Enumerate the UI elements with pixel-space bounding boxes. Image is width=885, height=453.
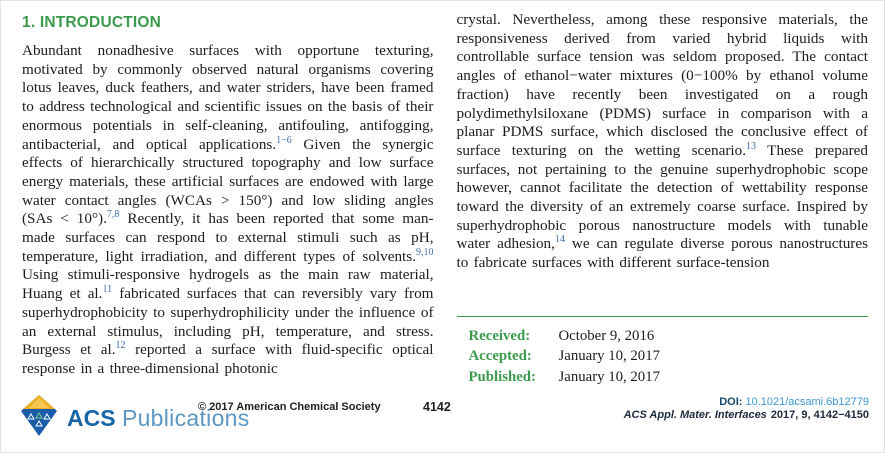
doi-link[interactable]: 10.1021/acsami.6b12779 <box>745 396 869 408</box>
left-column <box>22 11 434 387</box>
journal-name: ACS Appl. Mater. Interfaces <box>623 409 767 421</box>
history-row-published <box>469 367 869 388</box>
page-number: 4142 <box>423 400 451 414</box>
intro-paragraph-left <box>22 42 434 379</box>
journal-citation-line <box>624 409 869 422</box>
published-date: January 10, 2017 <box>558 368 661 385</box>
body-text-segment: reported a surface with fluid-specific optical response in a three-dimensional photonic <box>22 341 434 377</box>
body-text-segment: Given the synergic effects of hierarchically structured topography and low surface energy materials, these artificial surfaces are endowed with large water contact angles (WCAs > 150°) and low sliding angles (SAs < 10°). <box>22 135 434 228</box>
citation-ref-12[interactable]: 12 <box>115 340 126 352</box>
accepted-date: January 10, 2017 <box>558 348 661 364</box>
citation-ref-7-8[interactable]: 7,8 <box>106 209 120 221</box>
doi-citation-block <box>624 396 869 422</box>
body-text-segment: we can regulate diverse porous nanostructures to fabricate surfaces with different surface-tension <box>456 235 868 272</box>
column-spacer <box>457 273 869 304</box>
citation-volume-pages: 2017, 9, 4142−4150 <box>770 409 869 421</box>
two-column-layout <box>1 1 884 387</box>
citation-ref-1-6[interactable]: 1−6 <box>276 134 292 146</box>
history-row-accepted <box>469 346 869 367</box>
brand-publications-text: Publications <box>121 404 250 431</box>
citation-ref-13[interactable]: 13 <box>746 140 757 152</box>
doi-label: DOI: <box>719 396 743 408</box>
copyright-notice: © 2017 American Chemical Society <box>198 401 381 413</box>
body-text-segment: Using stimuli-responsive hydrogels as the main raw material, Huang et al. <box>22 266 434 303</box>
accepted-label: Accepted: <box>468 348 532 364</box>
history-row-received <box>469 326 869 347</box>
brand-acs-text: ACS <box>67 404 116 431</box>
acs-diamond-logo-icon <box>19 394 59 442</box>
body-text-segment: These prepared surfaces, not pertaining to the genuine superhydrophobic scope however, cannot facilitate the detection of wettability response toward the diversity of an extremely coarse surface. Inspired by superhydrophobic porous nanostructure models with tunable water adhesion, <box>456 141 869 253</box>
section-heading-introduction: 1. INTRODUCTION <box>22 14 162 31</box>
citation-ref-11[interactable]: 11 <box>102 284 113 296</box>
page-footer <box>1 392 884 452</box>
body-text-segment: Abundant nonadhesive surfaces with opportune texturing, motivated by commonly observed natural organisms covering lotus leaves, duck feathers, and water striders, have been framed to address technological and scientific issues on the basis of their enormous potentials in self-cleaning, antifouling, antifogging, antibacterial, and optical applications. <box>22 42 434 153</box>
body-text-segment: crystal. Nevertheless, among these responsive materials, the responsiveness derived from varied hybrid liquids with controllable surface tension was seldom proposed. The contact angles of ethanol−water mixtures (0−100% by ethanol volume fraction) have recently been investigated on a rough polydimethylsiloxane (PDMS) surface in comparison with a planar PDMS surface, which disclosed the conclusive effect of surface texturing on the wetting scenario. <box>456 11 868 159</box>
body-text-segment: Recently, it has been reported that some man-made surfaces can respond to external stimuli such as pH, temperature, light irradiation, and different types of solvents. <box>22 210 434 265</box>
history-divider-rule <box>457 316 869 317</box>
intro-paragraph-right <box>457 11 869 273</box>
body-text-segment: fabricated surfaces that can reversibly vary from superhydrophobicity to superhydrophilicity under the influence of an external stimulus, including pH, temperature, and stress. Burgess et al. <box>22 285 434 359</box>
right-column <box>457 11 869 387</box>
received-label: Received: <box>468 327 531 344</box>
doi-line <box>624 396 869 409</box>
published-label: Published: <box>468 368 536 385</box>
citation-ref-9-10[interactable]: 9,10 <box>416 246 434 258</box>
received-date: October 9, 2016 <box>558 327 655 344</box>
citation-ref-14[interactable]: 14 <box>554 234 565 246</box>
article-history <box>457 326 869 388</box>
